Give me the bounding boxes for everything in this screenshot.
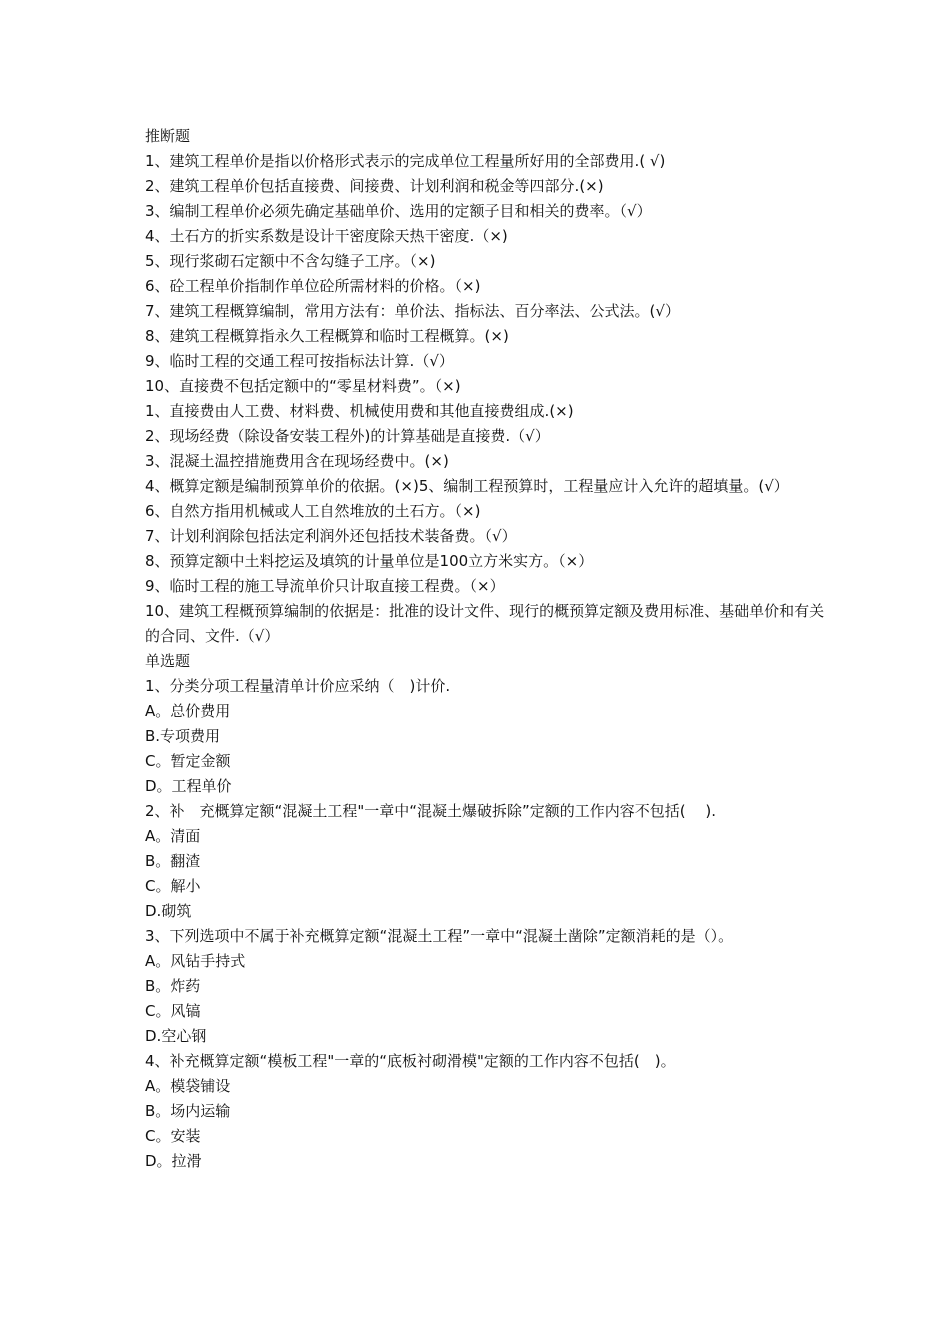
question-item: 6、自然方指用机械或人工自然堆放的土石方。（×) (145, 502, 481, 520)
question-item: 4、土石方的折实系数是设计干密度除天热干密度.（×) (145, 227, 508, 245)
question-item: 7、建筑工程概算编制，常用方法有：单价法、指标法、百分率法、公式法。(√） (145, 302, 680, 320)
document-body (145, 124, 825, 1174)
section-heading: 单选题 (145, 652, 191, 670)
question-item: 9、临时工程的交通工程可按指标法计算.（√） (145, 352, 454, 370)
question-item: 4、概算定额是编制预算单价的依据。(×)5、编制工程预算时，工程量应计入允许的超填量。(√） (145, 477, 789, 495)
question-item: 10、建筑工程概预算编制的依据是：批准的设计文件、现行的概预算定额及费用标准、基础单价和有关的合同、文件.（√） (145, 602, 825, 645)
question-item: 5、现行浆砌石定额中不含勾缝子工序。（×) (145, 252, 436, 270)
question-item: 3、编制工程单价必须先确定基础单价、选用的定额子目和相关的费率。（√） (145, 202, 652, 220)
answer-option: A。模袋铺设 (145, 1077, 231, 1095)
answer-option: C。暂定金额 (145, 752, 231, 770)
answer-option: D。工程单价 (145, 777, 232, 795)
answer-option: D。拉滑 (145, 1152, 202, 1170)
section-heading: 推断题 (145, 127, 191, 145)
question-item: 6、砼工程单价指制作单位砼所需材料的价格。（×) (145, 277, 481, 295)
answer-option: C。安装 (145, 1127, 201, 1145)
question-item: 1、分类分项工程量清单计价应采纳（ )计价. (145, 677, 451, 695)
question-item: 8、预算定额中土料挖运及填筑的计量单位是100立方米实方。（×） (145, 552, 594, 570)
question-item: 3、混凝土温控措施费用含在现场经费中。(×) (145, 452, 449, 470)
question-item: 2、现场经费（除设备安装工程外)的计算基础是直接费.（√） (145, 427, 550, 445)
question-item: 1、直接费由人工费、材料费、机械使用费和其他直接费组成.(×) (145, 402, 574, 420)
answer-option: A。清面 (145, 827, 201, 845)
question-item: 3、下列选项中不属于补充概算定额“混凝土工程”一章中“混凝土凿除”定额消耗的是（）。 (145, 927, 734, 945)
section-single-choice (145, 649, 825, 1174)
question-item: 1、建筑工程单价是指以价格形式表示的完成单位工程量所好用的全部费用.( √) (145, 152, 666, 170)
question-item: 10、直接费不包括定额中的“零星材料费”。（×) (145, 377, 461, 395)
answer-option: B。场内运输 (145, 1102, 231, 1120)
answer-option: C。解小 (145, 877, 201, 895)
answer-option: B。炸药 (145, 977, 201, 995)
section-judgment (145, 124, 825, 649)
question-item: 2、补 充概算定额“混凝土工程"一章中“混凝土爆破拆除”定额的工作内容不包括( ). (145, 802, 716, 820)
question-item: 7、计划利润除包括法定利润外还包括技术装备费。（√） (145, 527, 517, 545)
question-item: 9、临时工程的施工导流单价只计取直接工程费。（×） (145, 577, 505, 595)
question-item: 8、建筑工程概算指永久工程概算和临时工程概算。(×) (145, 327, 509, 345)
question-item: 4、补充概算定额“模板工程"一章的“底板衬砌滑模"定额的工作内容不包括( )。 (145, 1052, 676, 1070)
answer-option: C。风镐 (145, 1002, 201, 1020)
answer-option: D.空心钢 (145, 1027, 207, 1045)
answer-option: B.专项费用 (145, 727, 221, 745)
question-item: 2、建筑工程单价包括直接费、间接费、计划利润和税金等四部分.(×) (145, 177, 604, 195)
answer-option: D.砌筑 (145, 902, 192, 920)
answer-option: B。翻渣 (145, 852, 201, 870)
answer-option: A。风钻手持式 (145, 952, 246, 970)
answer-option: A。总价费用 (145, 702, 231, 720)
